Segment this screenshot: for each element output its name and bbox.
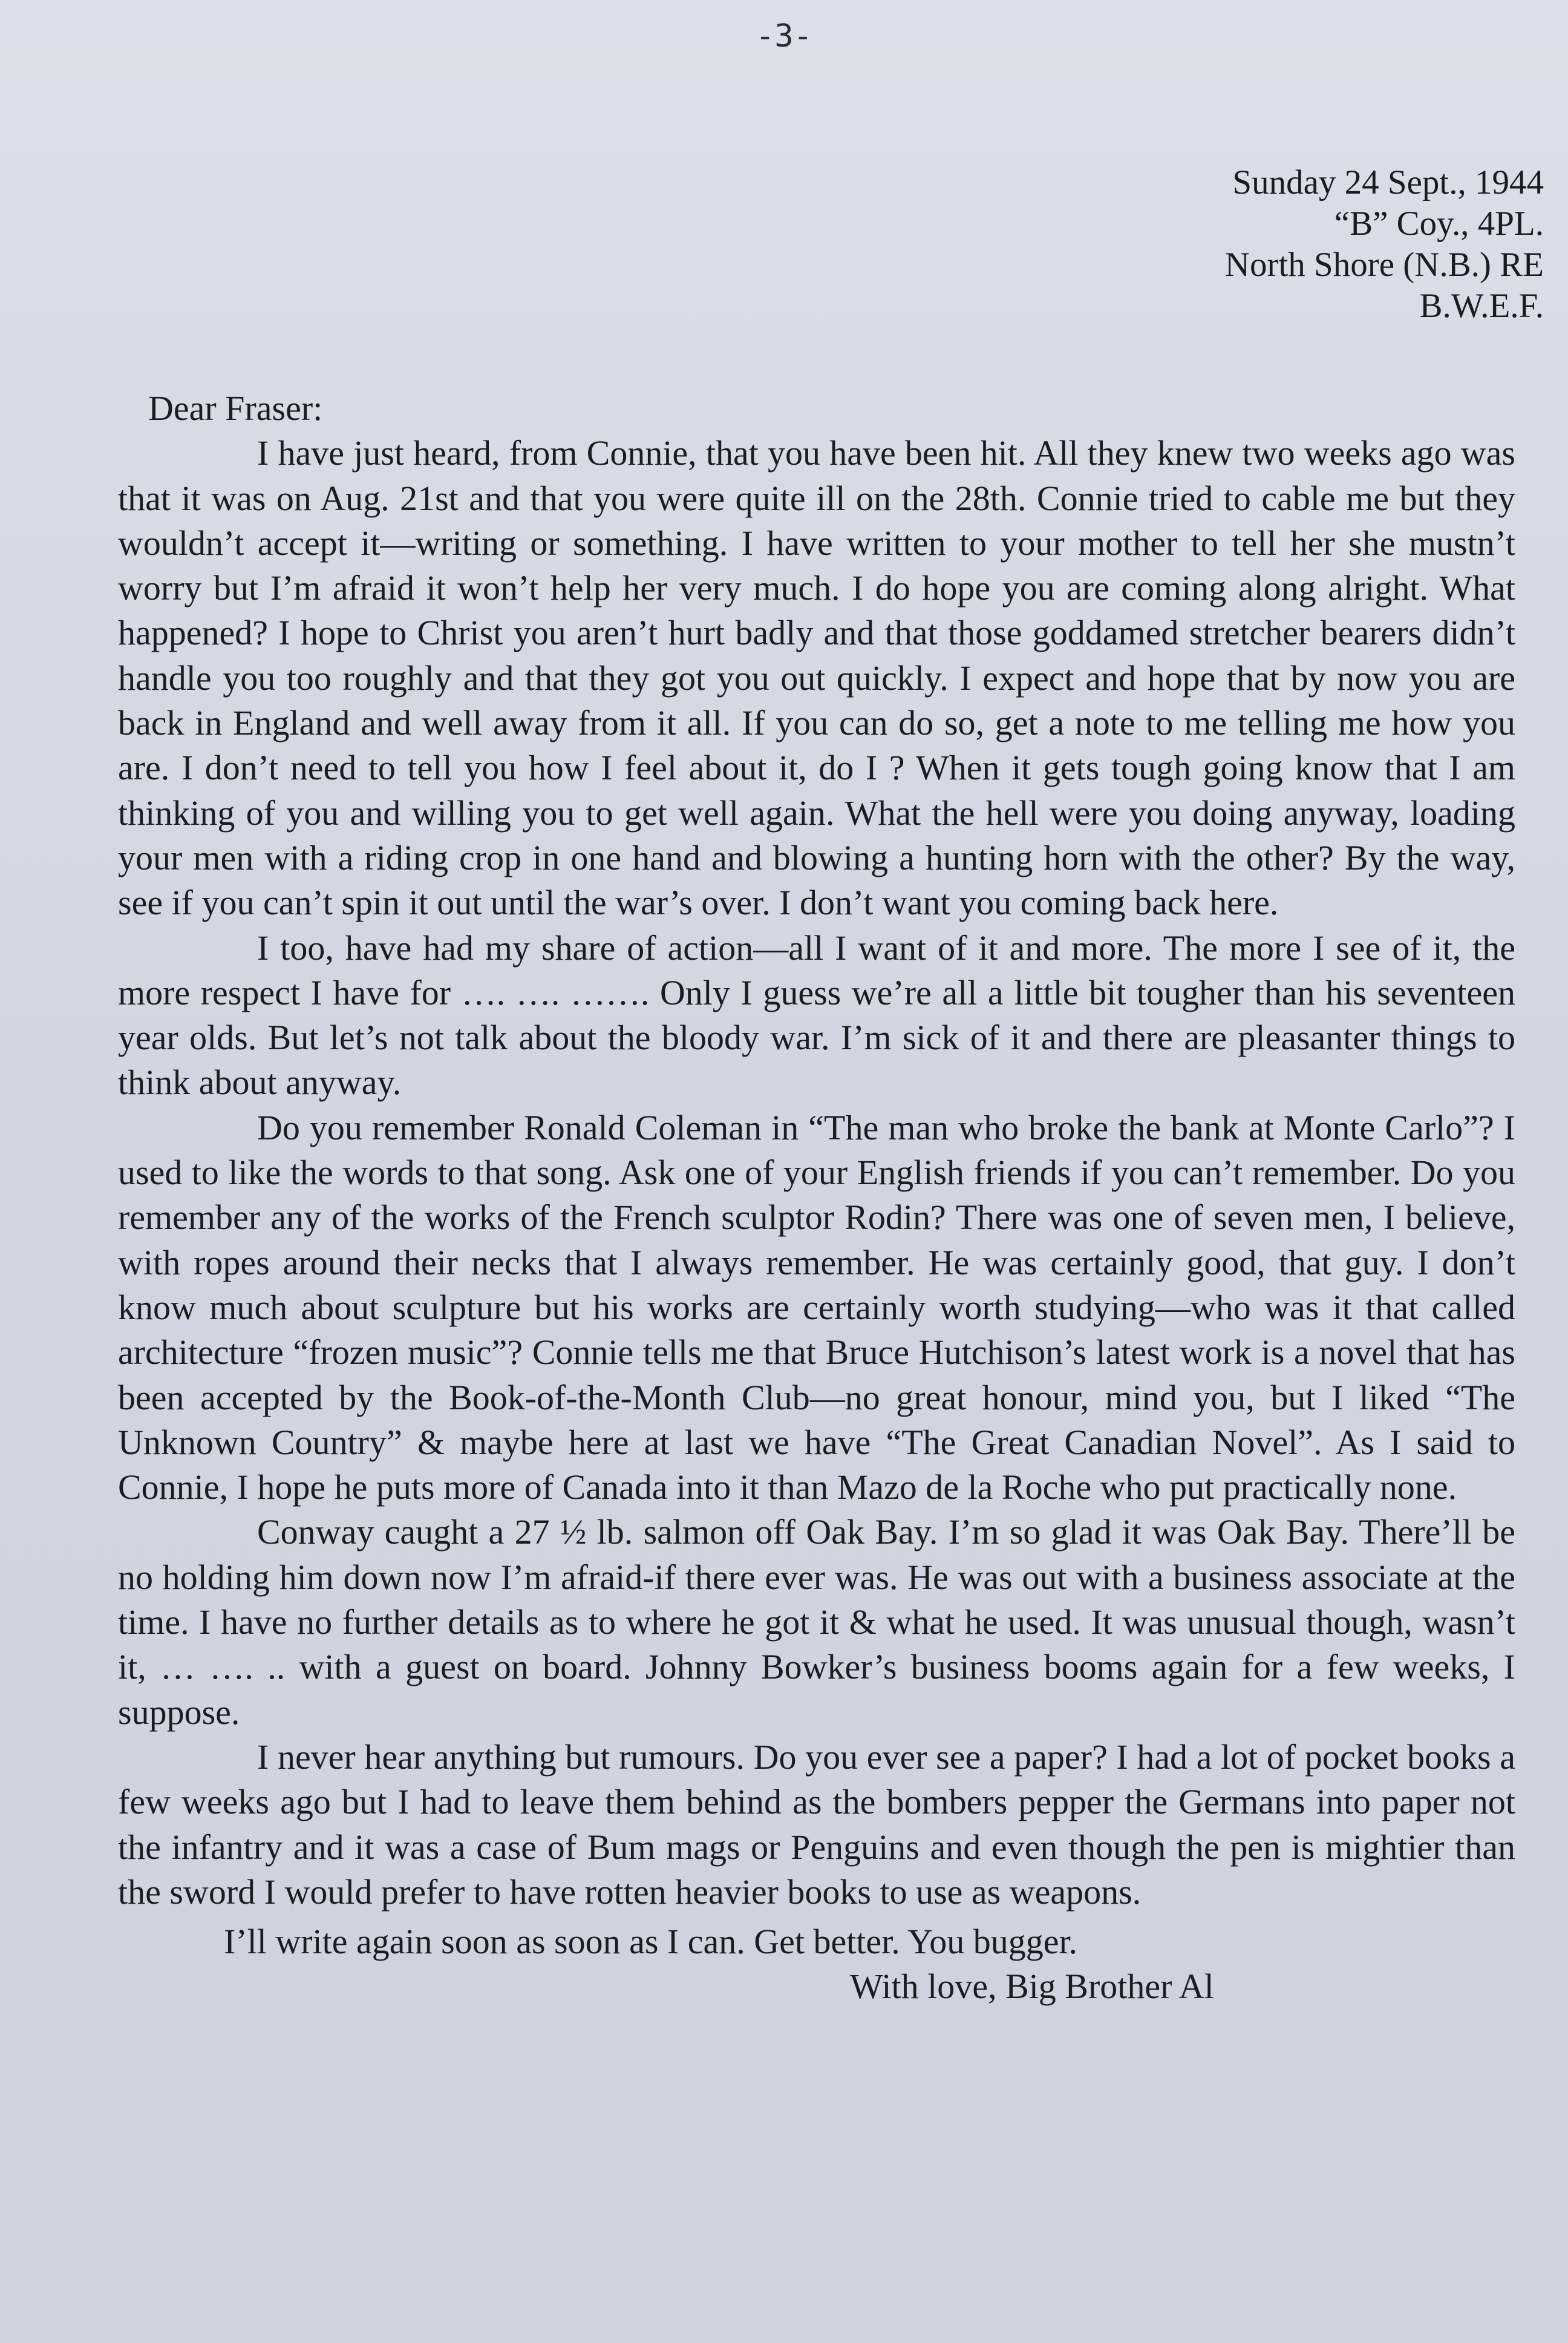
signature: With love, Big Brother Al [850, 1967, 1214, 2007]
paragraph: I have just heard, from Connie, that you have been hit. All they knew two weeks ago was that it was on Aug. 21st and that you were quite ill on the 28th. Connie tried to cable me but they wouldn’t accept it—writing or something. I have written to your mother to tell her she mustn’t worry but I’m afraid it won’t help her very much. I do hope you are coming along alright. What happened? I hope to Christ you aren’t hurt badly and that those goddamed stretcher bearers didn’t handle you too roughly and that they got you out quickly. I expect and hope that by now you are back in England and well away from it all. If you can do so, get a note to me telling me how you are. I don’t need to tell you how I feel about it, do I ? When it gets tough going know that I am thinking of you and willing you to get well again. What the hell were you doing anyway, loading your men with a riding crop in one hand and blowing a hunting horn with the other? By the way, see if you can’t spin it out until the war’s over. I don’t want you coming back here. [118, 433, 1515, 923]
letter-body [118, 386, 1515, 2010]
salutation: Dear Fraser: [148, 388, 323, 428]
page-number: -3- [756, 18, 812, 54]
paragraph: Conway caught a 27 ½ lb. salmon off Oak Bay. I’m so glad it was Oak Bay. There’ll be no holding him down now I’m afraid-if there ever was. He was out with a business associate at the time. I have no further details as to where he got it & what he used. It was unusual though, wasn’t it, … …. .. with a guest on board. Johnny Bowker’s business booms again for a few weeks, I suppose. [118, 1512, 1515, 1732]
header-date: Sunday 24 Sept., 1944 [1232, 163, 1544, 202]
paragraph: Do you remember Ronald Coleman in “The man who broke the bank at Monte Carlo”? I used to like the words to that song. Ask one of your English friends if you can’t remember. Do you remember any of the works of the French sculptor Rodin? There was one of seven men, I believe, with ropes around their necks that I always remember. He was certainly good, that guy. I don’t know much about sculpture but his works are certainly worth studying—who was it that called architecture “frozen music”? Connie tells me that Bruce Hutchison’s latest work is a novel that has been accepted by the Book-of-the-Month Club—no great honour, mind you, but I liked “The Unknown Country” & maybe here at last we have “The Great Canadian Novel”. As I said to Connie, I hope he puts more of Canada into it than Mazo de la Roche who put practically none. [118, 1107, 1515, 1507]
letter-header [1225, 162, 1544, 327]
header-unit: “B” Coy., 4PL. [1334, 205, 1544, 243]
header-force: B.W.E.F. [1419, 287, 1544, 325]
closing-line: I’ll write again soon as soon as I can. Get better. You bugger. [224, 1922, 1078, 1962]
paragraph: I too, have had my share of action—all I want of it and more. The more I see of it, the more respect I have for …. …. ……. Only I guess we’re all a little bit tougher than his seventeen year olds. But let’s not talk about the bloody war. I’m sick of it and there are pleasanter things to think about anyway. [118, 928, 1515, 1103]
paragraph: I never hear anything but rumours. Do you ever see a paper? I had a lot of pocket books a few weeks ago but I had to leave them behind as the bombers pepper the Germans into paper not the infantry and it was a case of Bum mags or Penguins and even though the pen is mightier than the sword I would prefer to have rotten heavier books to use as weapons. [118, 1737, 1515, 1912]
header-regiment: North Shore (N.B.) RE [1224, 246, 1544, 284]
